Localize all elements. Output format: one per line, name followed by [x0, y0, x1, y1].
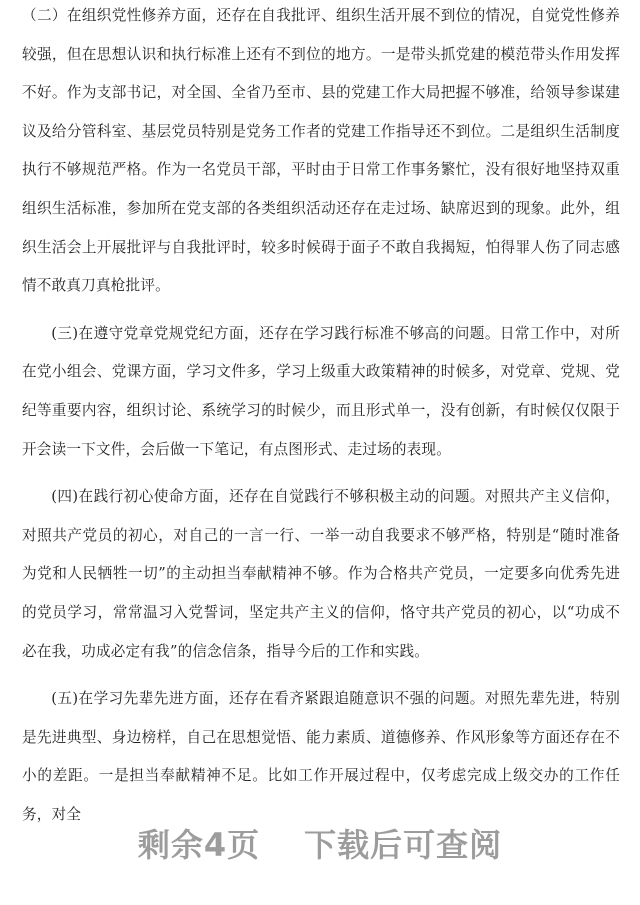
- remaining-pages-banner[interactable]: [0, 820, 640, 866]
- document-body: [22, 0, 620, 843]
- paragraph-organization: （二）在组织党性修养方面，还存在自我批评、组织生活开展不到位的情况，自觉党性修养较强，但在思想认识和执行标准上还有不到位的地方。一是带头抓党建的模范带头作用发挥不好。作为支部书记，对全国、全省乃至市、县的党建工作大局把握不够准，给领导参谋建议及给分管科室、基层党员特别是党务工作者的党建工作指导还不到位。二是组织生活制度执行不够规范严格。作为一名党员干部，平时由于日常工作事务繁忙，没有很好地坚持双重组织生活标准，参加所在党支部的各类组织活动还存在走过场、缺席迟到的现象。此外，组织生活会上开展批评与自我批评时，较多时候碍于面子不敢自我揭短，怕得罪人伤了同志感情不敢真刀真枪批评。: [22, 7, 620, 295]
- remaining-pages-label: 剩余4页: [137, 826, 261, 864]
- paragraph-original-mission: (四)在践行初心使命方面，还存在自觉践行不够积极主动的问题。对照共产主义信仰，对照共产党员的初心，对自己的一言一行、一举一动自我要求不够严格，特别是“随时准备为党和人民牺牲一切”的主动担当奉献精神不够。作为合格共产党员，一定要多向优秀先进的党员学习，常常温习入党誓词，坚定共产主义的信仰，恪守共产党员的初心，以“功成不必在我，功成必定有我”的信念信条，指导今后的工作和实践。: [22, 488, 620, 660]
- download-prompt-label: 下载后可查阅: [304, 826, 503, 864]
- paragraph-party-rules: (三)在遵守党章党规党纪方面，还存在学习践行标准不够高的问题。日常工作中，对所在党小组会、党课方面，学习文件多，学习上级重大政策精神的时候多，对党章、党规、党纪等重要内容，组织讨论、系统学习的时候少，而且形式单一，没有创新，有时候仅仅限于开会读一下文件，会后做一下笔记，有点图形式、走过场的表现。: [22, 324, 620, 458]
- paragraph-learning-pioneers: (五)在学习先辈先进方面，还存在看齐紧跟追随意识不强的问题。对照先辈先进，特别是先进典型、身边榜样，自己在思想觉悟、能力素质、道德修养、作风形象等方面还存在不小的差距。一是担当奉献精神不足。比如工作开展过程中，仅考虑完成上级交办的工作任务，对全: [22, 690, 620, 823]
